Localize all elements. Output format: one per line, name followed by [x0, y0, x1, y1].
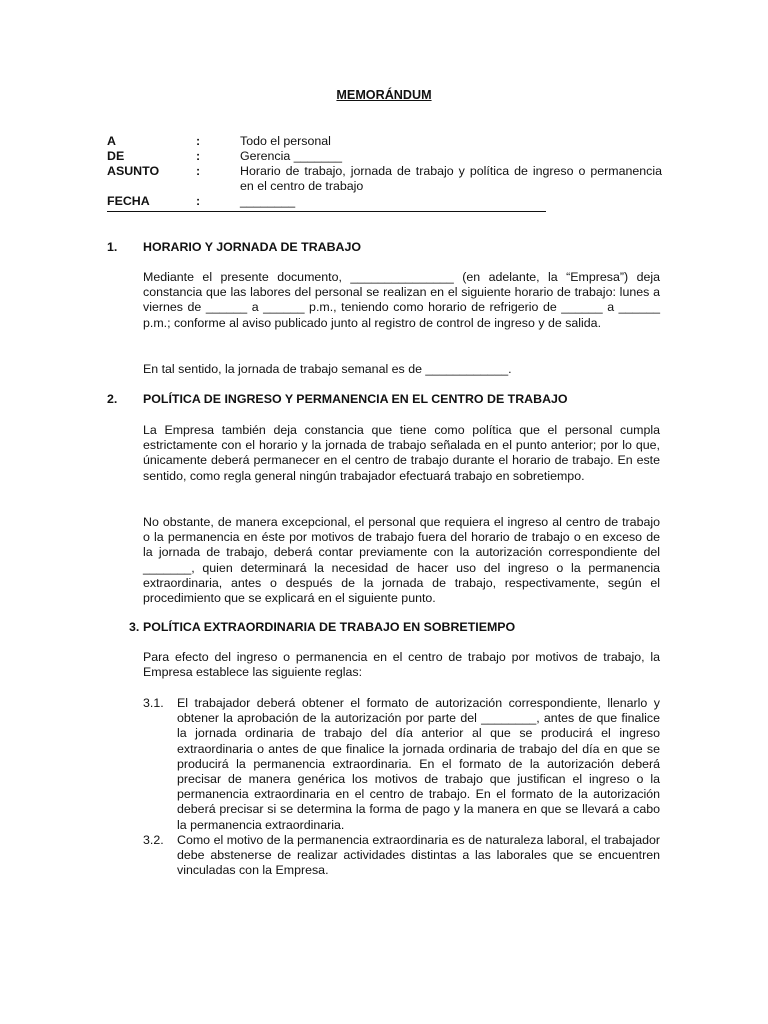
- header-colon: :: [196, 164, 201, 178]
- section-number: 1.: [107, 240, 118, 254]
- rule-item-text: Como el motivo de la permanencia extraordinaria es de naturaleza laboral, el trabajador debe abstenerse de realizar actividades distintas a las laborales que se encuentren vinculadas con la Empresa.: [177, 833, 660, 878]
- section-title: POLÍTICA EXTRAORDINARIA DE TRABAJO EN SOBRETIEMPO: [143, 620, 516, 634]
- section-title: HORARIO Y JORNADA DE TRABAJO: [143, 240, 362, 254]
- to-label: A: [107, 134, 116, 148]
- from-value: Gerencia _______: [240, 149, 342, 163]
- subject-value: Horario de trabajo, jornada de trabajo y política de ingreso o permanencia en el centro de trabajo: [240, 164, 662, 194]
- subject-label: ASUNTO: [107, 164, 160, 178]
- date-label: FECHA: [107, 194, 150, 208]
- memo-title: MEMORÁNDUM: [336, 88, 432, 102]
- header-colon: :: [196, 134, 201, 148]
- to-value: Todo el personal: [240, 134, 331, 148]
- section-2-paragraph-1: La Empresa también deja constancia que tiene como política que el personal cumpla estrictamente con el horario y la jornada de trabajo señalada en el punto anterior; por lo que, únicamente deberá permanecer en el centro de trabajo durante el horario de trabajo. En este sentido, como regla general ningún trabajador efectuará trabajo en sobretiempo.: [143, 423, 660, 483]
- section-number: 2.: [107, 392, 118, 406]
- section-title: POLÍTICA DE INGRESO Y PERMANENCIA EN EL CENTRO DE TRABAJO: [143, 392, 568, 406]
- section-1-paragraph-2: En tal sentido, la jornada de trabajo semanal es de ____________.: [143, 362, 512, 376]
- date-value: ________: [240, 194, 296, 208]
- section-number: 3.: [129, 620, 140, 634]
- header-colon: :: [196, 194, 201, 208]
- header-divider: [107, 211, 546, 212]
- rule-item-number: 3.2.: [143, 833, 164, 847]
- header-colon: :: [196, 149, 201, 163]
- from-label: DE: [107, 149, 125, 163]
- rule-item-number: 3.1.: [143, 696, 164, 710]
- section-3-paragraph-1: Para efecto del ingreso o permanencia en el centro de trabajo por motivos de trabajo, la Empresa establece las siguiente reglas:: [143, 650, 660, 680]
- section-1-paragraph-1: Mediante el presente documento, _______________ (en adelante, la “Empresa”) deja constancia que las labores del personal se realizan en el siguiente horario de trabajo: lunes a viernes de ______ a ______ p.m., teniendo como horario de refrigerio de ______ a ______ p.m.; conforme al aviso publicado junto al registro de control de ingreso y de salida.: [143, 270, 660, 330]
- section-2-paragraph-2: No obstante, de manera excepcional, el personal que requiera el ingreso al centro de trabajo o la permanencia en éste por motivos de trabajo fuera del horario de trabajo o en exceso de la jornada de trabajo, deberá contar previamente con la autorización correspondiente del _______, quien determinará la necesidad de hacer uso del ingreso o la permanencia extraordinaria, antes o después de la jornada de trabajo, respectivamente, según el procedimiento que se explicará en el siguiente punto.: [143, 515, 660, 606]
- rule-item-text: El trabajador deberá obtener el formato de autorización correspondiente, llenarlo y obtener la aprobación de la autorización por parte del ________, antes de que finalice la jornada ordinaria de trabajo del día anterior al que se producirá el ingreso extraordinaria o antes de que finalice la jornada ordinaria de trabajo del día en que se producirá la permanencia extraordinaria. En el formato de la autorización deberá precisar de manera genérica los motivos de trabajo que justifican el ingreso o la permanencia extraordinaria en el centro de trabajo. En el formato de la autorización deberá precisar si se determina la forma de pago y la manera en que se llevará a cabo la permanencia extraordinaria.: [177, 696, 660, 832]
